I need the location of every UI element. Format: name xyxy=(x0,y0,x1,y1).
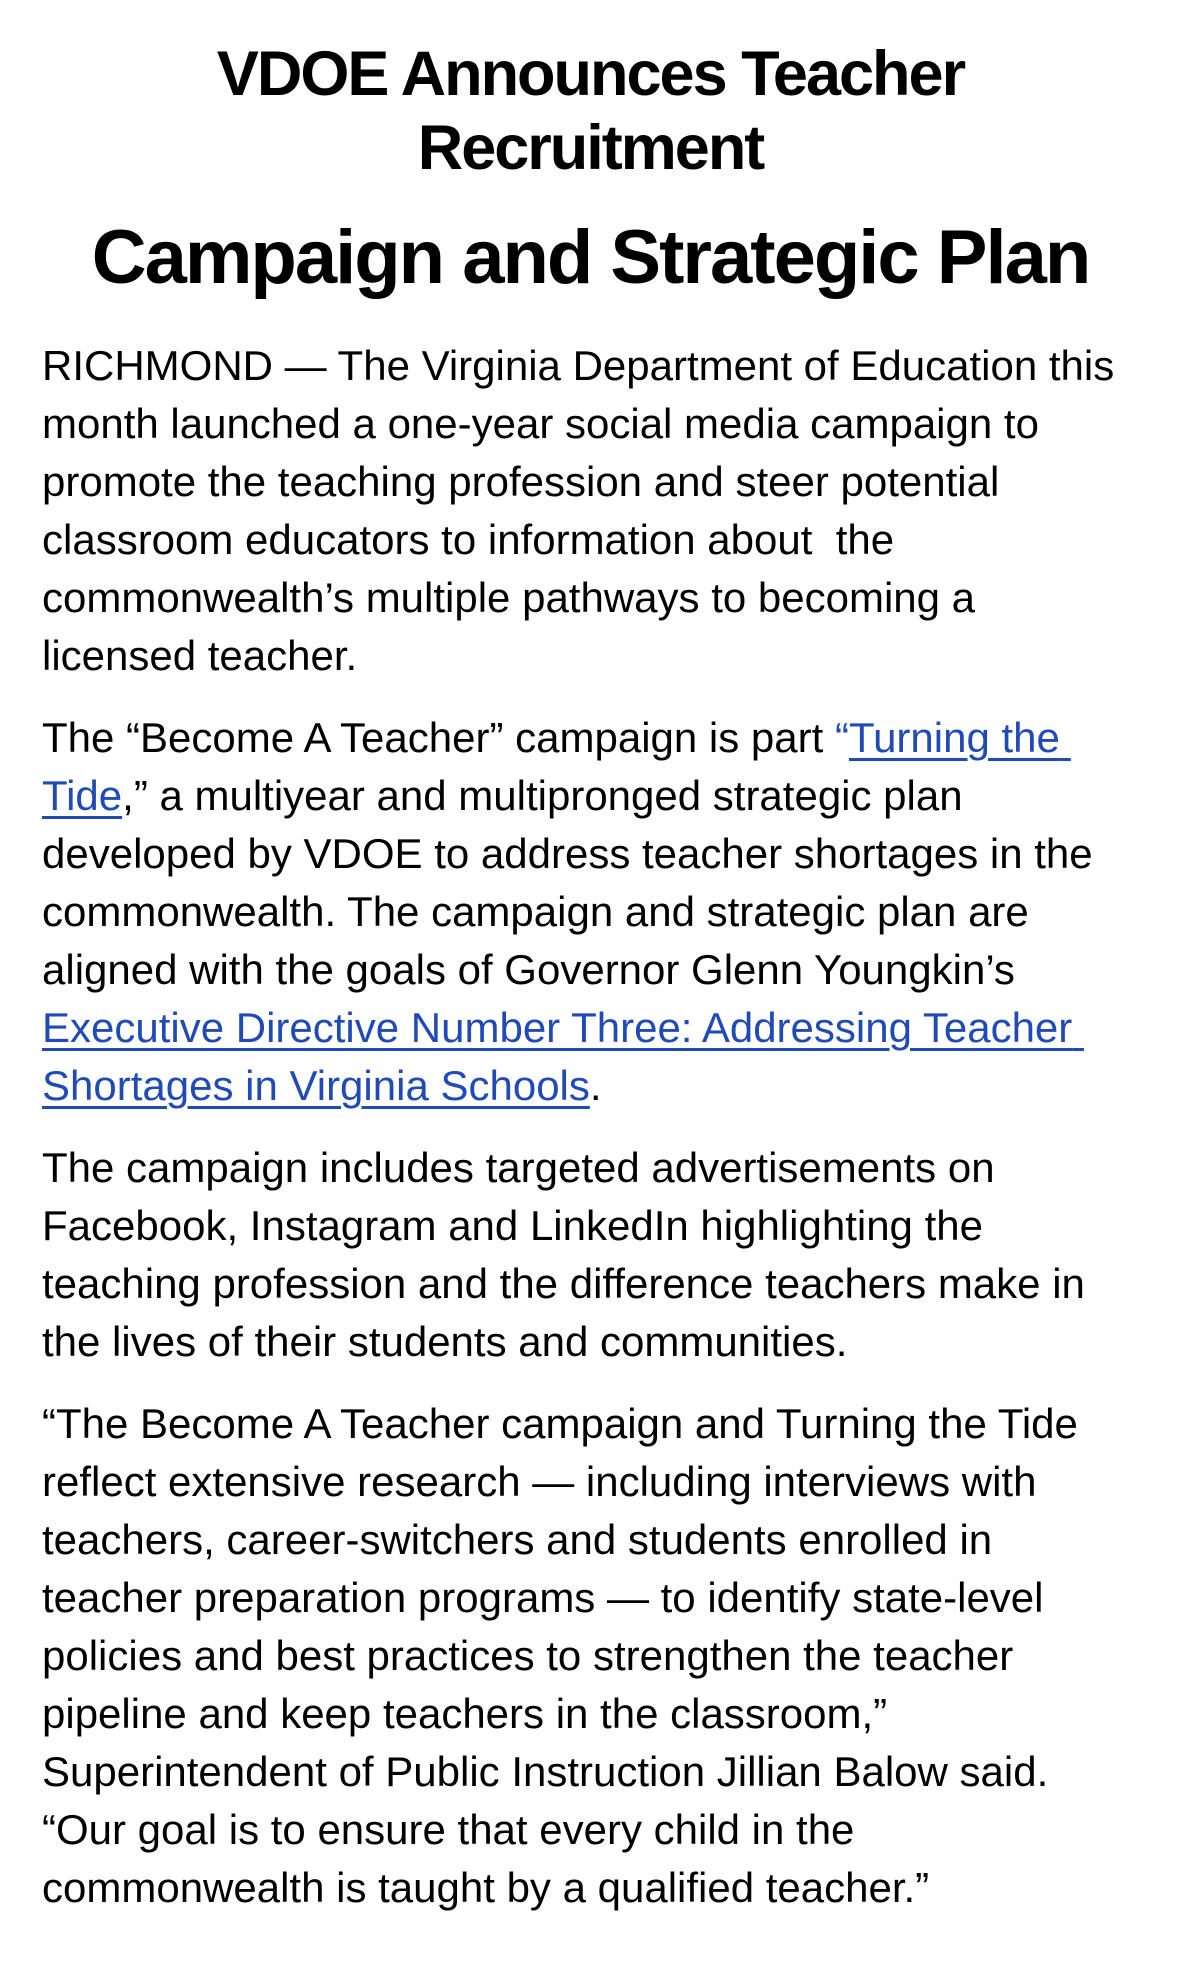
article-title-line-2: Campaign and Strategic Plan xyxy=(91,215,1090,301)
article-title-line-1: VDOE Announces Teacher Recruitment xyxy=(216,39,965,183)
article-body xyxy=(42,337,1139,1917)
paragraph xyxy=(42,1139,1139,1371)
text-run: . xyxy=(589,1061,602,1109)
paragraph xyxy=(42,709,1139,1115)
text-run: “The Become A Teacher campaign and Turning the Tide reflect extensive research — including interviews with teachers, career-switchers and students enrolled in teacher preparation programs — to identify state-level policies and best practices to strengthen the teacher pipeline and keep teachers in the classroom,” Superintendent of Public Instruction Jillian Balow said. “Our goal is to ensure that every child in the commonwealth is taught by a qualified teacher.” xyxy=(42,1399,1090,1911)
inline-link[interactable]: Turning the Tide xyxy=(42,713,1071,819)
paragraph xyxy=(42,337,1139,685)
inline-link[interactable]: Executive Directive Number Three: Addressing Teacher Shortages in Virginia Schools xyxy=(42,1003,1084,1109)
text-run: The campaign includes targeted advertisements on Facebook, Instagram and LinkedIn highlighting the teaching profession and the difference teachers make in the lives of their students and communities. xyxy=(42,1143,1097,1365)
link-opening-quote: “ xyxy=(834,713,849,761)
paragraph xyxy=(42,1395,1139,1917)
text-run: The “Become A Teacher” campaign is part xyxy=(42,713,835,761)
text-run: RICHMOND — The Virginia Department of Education this month launched a one-year social media campaign to promote the teaching profession and steer potential classroom educators to information about the commonwealth’s multiple pathways to becoming a licensed teacher. xyxy=(42,341,1126,679)
text-run: ,” a multiyear and multipronged strategic plan developed by VDOE to address teacher shortages in the commonwealth. The campaign and strategic plan are aligned with the goals of Governor Glenn Youngkin’s xyxy=(42,771,1105,993)
